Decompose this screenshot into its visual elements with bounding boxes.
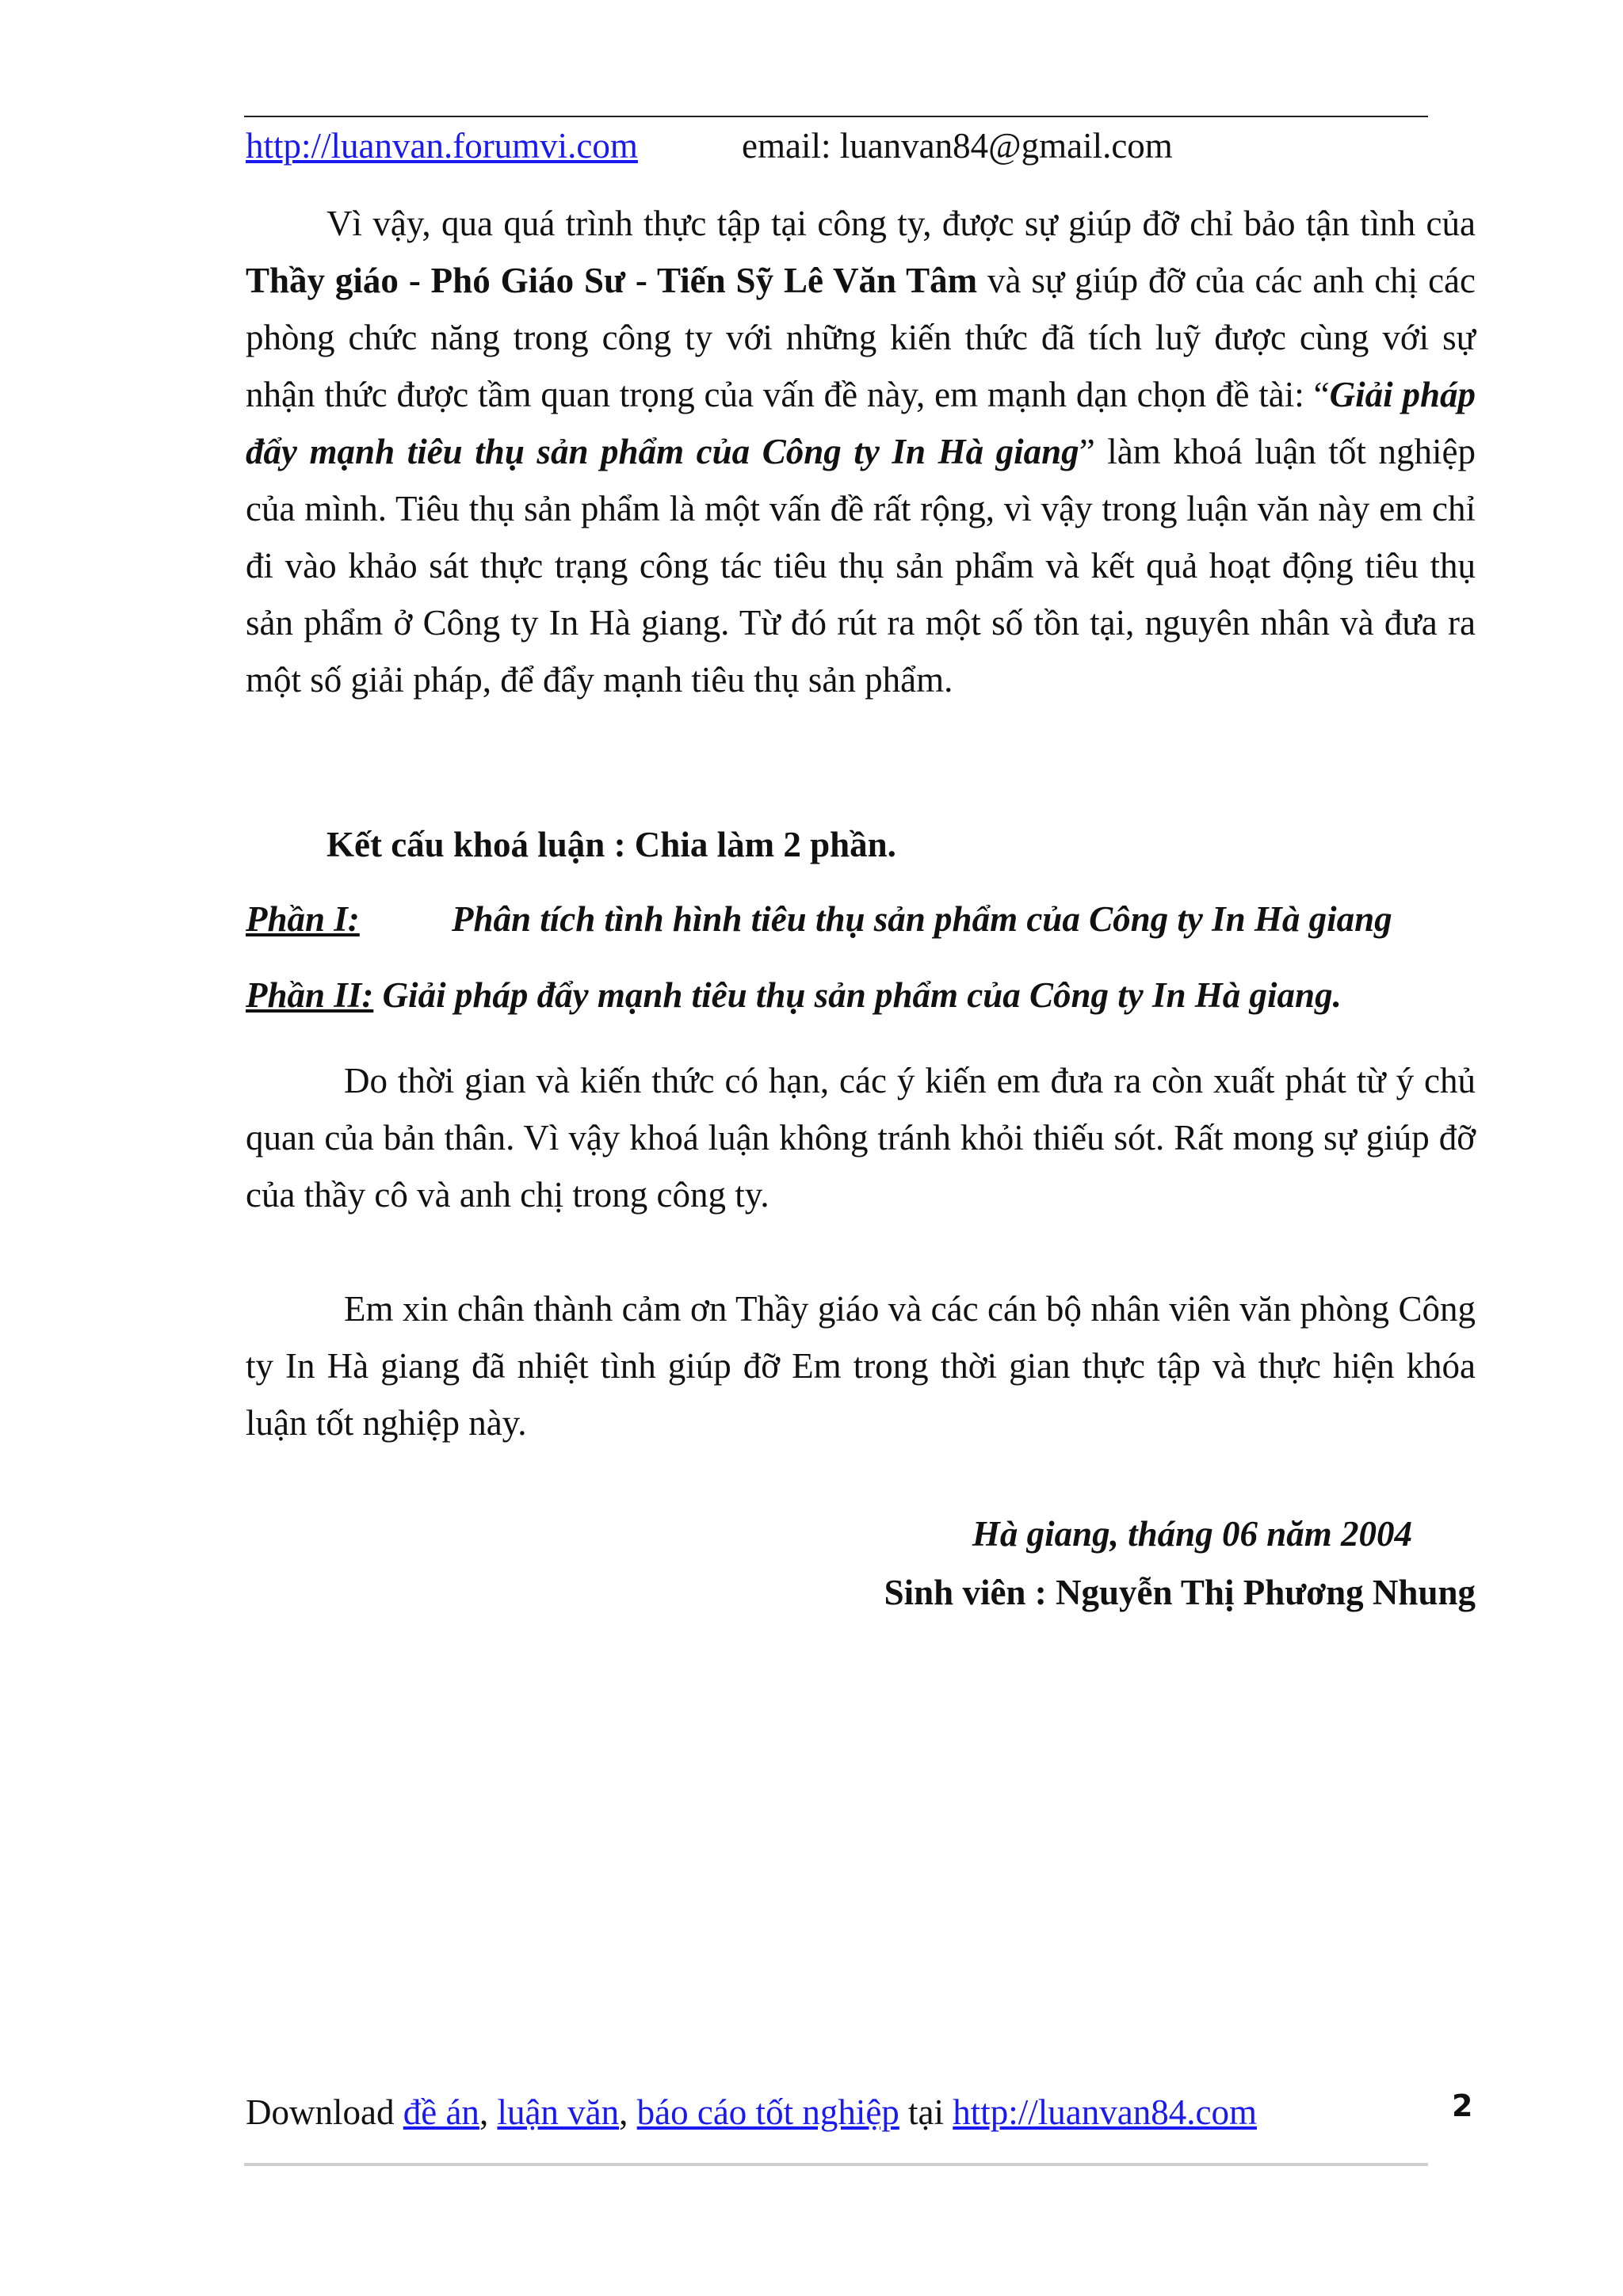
footer-mid: tại [899,2092,953,2132]
footer-link-luan-van[interactable]: luận văn [497,2092,620,2132]
footer-separator: , [619,2092,637,2132]
part-2-text: Giải pháp đẩy mạnh tiêu thụ sản phẩm của Công ty In Hà giang. [373,975,1342,1015]
footer-rule [244,2163,1428,2166]
thanks-paragraph [246,1280,1476,1451]
part-1-text: Phân tích tình hình tiêu thụ sản phẩm của Công ty In Hà giang [452,899,1392,939]
header-rule [244,116,1428,117]
footer-separator: , [479,2092,498,2132]
structure-title: Kết cấu khoá luận : Chia làm 2 phần. [327,825,896,864]
page-number: 2 [1452,2088,1473,2123]
advisor-name: Thầy giáo - Phó Giáo Sư - Tiến Sỹ Lê Văn Tâm [246,261,978,300]
intro-paragraph [246,195,1476,708]
forum-link[interactable]: http://luanvan.forumvi.com [246,126,638,166]
thanks-text: Em xin chân thành cảm ơn Thầy giáo và các cán bộ nhân viên văn phòng Công ty In Hà giang đã nhiệt tình giúp đỡ Em trong thời gian thực tập và thực hiện khóa luận tốt nghiệp này. [246,1289,1476,1443]
limitations-text: Do thời gian và kiến thức có hạn, các ý kiến em đưa ra còn xuất phát từ ý chủ quan của bản thân. Vì vậy khoá luận không tránh khỏi thiếu sót. Rất mong sự giúp đỡ của thầy cô và anh chị trong công ty. [246,1061,1476,1215]
part-2-label: Phần II: [246,975,374,1015]
signature-place-date: Hà giang, tháng 06 năm 2004 [972,1514,1412,1554]
thesis-topic: Giải pháp đẩy mạnh tiêu thụ sản phẩm của Công ty In Hà giang [246,375,1476,471]
footer-link-de-an[interactable]: đề án [403,2092,479,2132]
signature-student: Sinh viên : Nguyễn Thị Phương Nhung [884,1573,1476,1612]
part-2 [246,971,1342,1019]
part-1-label: Phần I: [246,899,360,939]
footer-link-bao-cao[interactable]: báo cáo tốt nghiệp [636,2092,899,2132]
intro-text-3: ” làm khoá luận tốt nghiệp của mình. Tiêu thụ sản phẩm là một vấn đề rất rộng, vì vậy trong luận văn này em chỉ đi vào khảo sát thực trạng công tác tiêu thụ sản phẩm và kết quả hoạt động tiêu thụ sản phẩm ở Công ty In Hà giang. Từ đó rút ra một số tồn tại, nguyên nhân và đưa ra một số giải pháp, để đẩy mạnh tiêu thụ sản phẩm. [246,432,1476,700]
footer-link-site[interactable]: http://luanvan84.com [953,2092,1257,2132]
part-1 [246,895,1392,943]
intro-text-2: và sự giúp đỡ của các anh chị các phòng chức năng trong công ty với những kiến thức đã tích luỹ được cùng với sự nhận thức được tầm quan trọng của vấn đề này, em mạnh dạn chọn đề tài: “ [246,261,1476,414]
header-email: email: luanvan84@gmail.com [742,126,1173,166]
footer-prefix: Download [246,2092,403,2132]
page-header [246,122,1173,170]
page-footer [246,2088,1257,2136]
intro-text-1: Vì vậy, qua quá trình thực tập tại công ty, được sự giúp đỡ chỉ bảo tận tình của [327,204,1476,243]
limitations-paragraph [246,1052,1476,1223]
